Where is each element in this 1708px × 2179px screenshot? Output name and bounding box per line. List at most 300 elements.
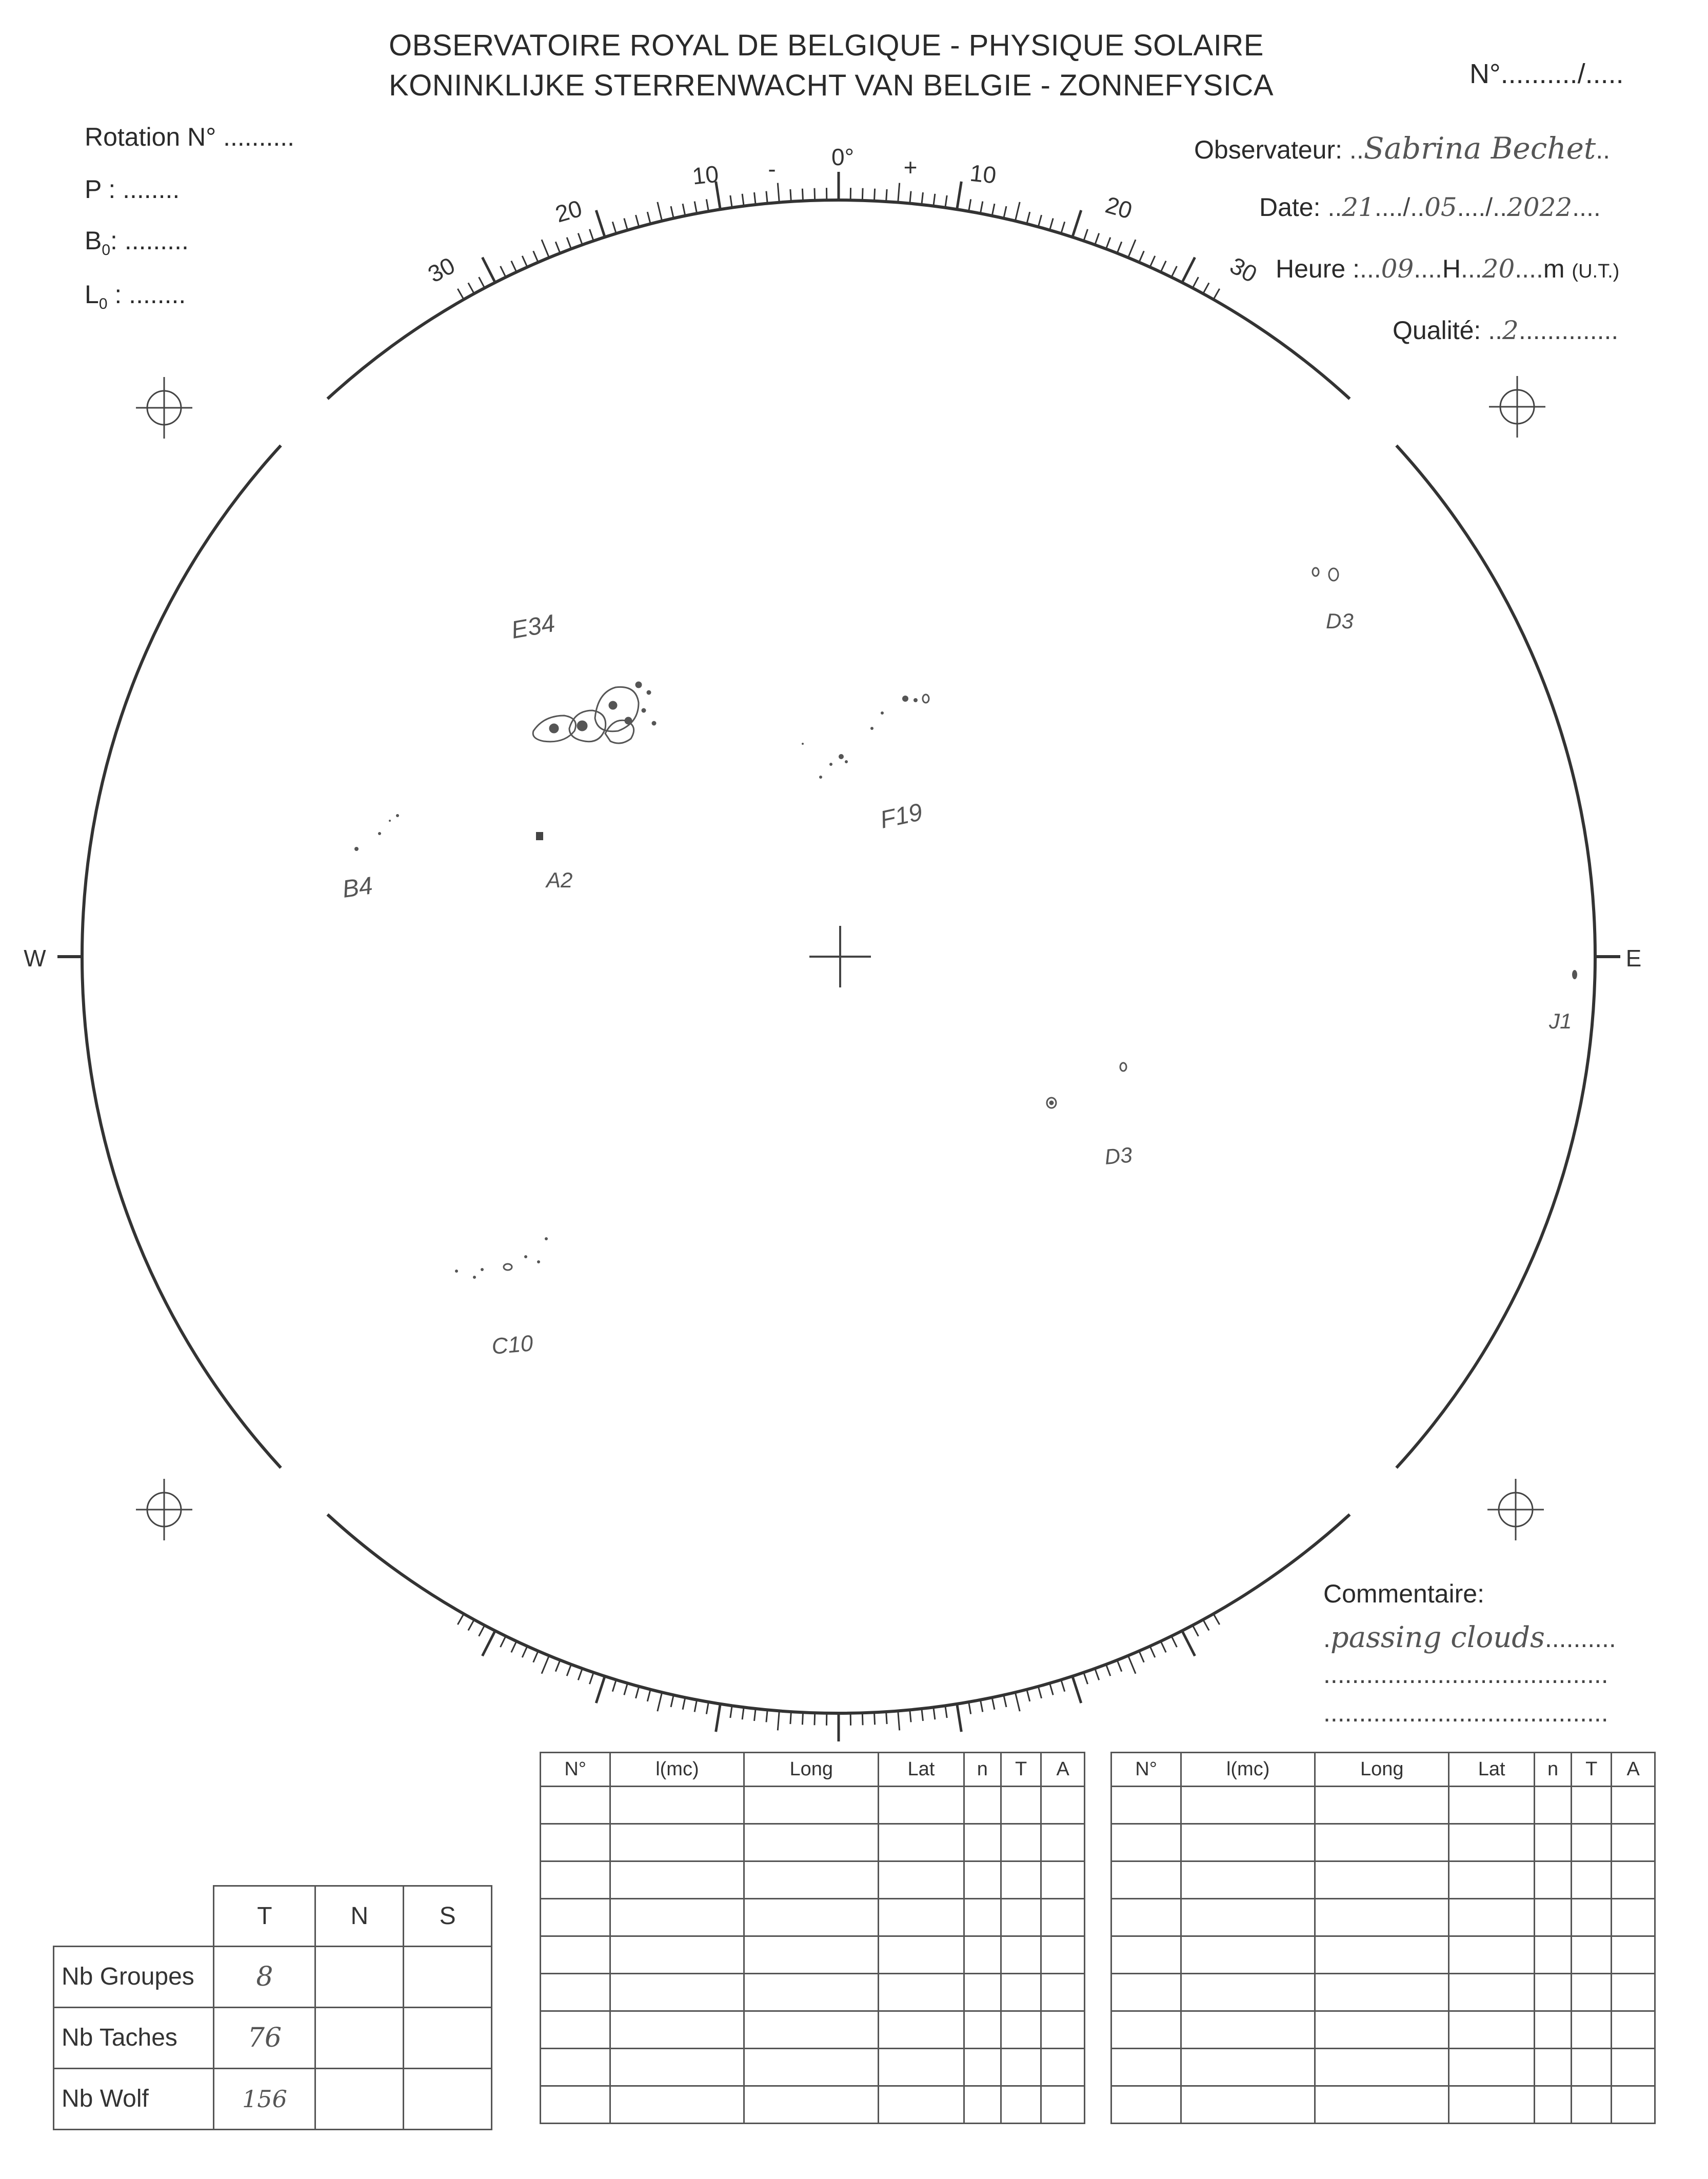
scale-tick: [1117, 1660, 1122, 1671]
sunspot-group-d3-mid: [1047, 1063, 1126, 1108]
scale-tick: [957, 182, 962, 209]
observer-field[interactable]: Observateur: ..Sabrina Bechet..: [1194, 131, 1611, 166]
table-row: [1111, 1974, 1655, 2011]
table-cell[interactable]: [964, 1824, 1001, 1861]
scale-tick: [671, 1695, 673, 1707]
table-row: [1111, 1899, 1655, 1936]
table-cell[interactable]: [1535, 1824, 1572, 1861]
scale-tick: [1182, 257, 1195, 283]
scale-tick: [706, 1702, 708, 1714]
table-cell[interactable]: [1001, 1824, 1041, 1861]
wolf-north-cell[interactable]: [315, 2068, 404, 2129]
table-cell[interactable]: [1111, 1899, 1181, 1936]
observation-table-right: [1110, 1752, 1656, 2124]
table-cell[interactable]: [541, 1936, 610, 1974]
table-cell[interactable]: [1181, 2049, 1315, 2086]
table-cell[interactable]: [1612, 2049, 1655, 2086]
sunspot-group-a2: [536, 832, 543, 840]
l0-subscript: 0: [98, 295, 108, 312]
west-label: W: [24, 945, 46, 972]
group-label-f19: F19: [878, 798, 925, 834]
table-cell[interactable]: [1572, 1899, 1612, 1936]
table-cell[interactable]: [1181, 1824, 1315, 1861]
p-angle-field[interactable]: P : ........: [85, 175, 180, 204]
table-cell[interactable]: [1612, 1936, 1655, 1974]
scale-tick: [635, 1687, 639, 1698]
scale-tick: [980, 202, 982, 214]
table-cell[interactable]: [744, 2049, 879, 2086]
scale-tick: [647, 1690, 650, 1701]
scale-label-right-30: 30: [1225, 251, 1262, 288]
scale-tick: [778, 183, 779, 203]
table-cell[interactable]: [744, 1899, 879, 1936]
group-label-a2: A2: [546, 868, 573, 892]
table-cell[interactable]: [1535, 1899, 1572, 1936]
table-cell[interactable]: [541, 1787, 610, 1824]
table-cell[interactable]: [1315, 2086, 1449, 2124]
table-body[interactable]: [1111, 1787, 1655, 2124]
comment-line-3[interactable]: ........................................: [1323, 1698, 1608, 1727]
table-row: [541, 1787, 1085, 1824]
table-cell[interactable]: [541, 2049, 610, 2086]
registration-mark-top-left: [136, 377, 192, 439]
table-cell[interactable]: [1449, 1824, 1535, 1861]
registration-mark-top-right: [1489, 376, 1545, 438]
table-cell[interactable]: [1181, 1974, 1315, 2011]
sheet-number-field[interactable]: N°........../.....: [1469, 58, 1624, 89]
table-cell[interactable]: [1041, 2049, 1085, 2086]
col-lat: Lat: [879, 1753, 964, 1787]
time-h-label: H: [1442, 254, 1461, 283]
table-cell[interactable]: [964, 2086, 1001, 2124]
scale-label-left-10: 10: [691, 160, 720, 190]
comment-line-2[interactable]: ........................................: [1323, 1660, 1608, 1689]
table-cell[interactable]: [1181, 2011, 1315, 2049]
table-cell[interactable]: [541, 1974, 610, 2011]
date-field[interactable]: Date: ..21..../..05..../..2022....: [1259, 192, 1601, 222]
scale-tick: [555, 1660, 560, 1671]
table-cell[interactable]: [744, 2086, 879, 2124]
spots-south-cell[interactable]: [404, 2007, 492, 2068]
table-cell[interactable]: [879, 2086, 964, 2124]
scale-tick: [1038, 215, 1041, 227]
table-cell[interactable]: [541, 2086, 610, 2124]
table-cell[interactable]: [1181, 2086, 1315, 2124]
table-cell[interactable]: [1315, 2049, 1449, 2086]
scale-tick: [567, 1665, 571, 1676]
scale-tick: [1050, 219, 1054, 230]
table-cell[interactable]: [1535, 1974, 1572, 2011]
table-cell[interactable]: [1181, 1899, 1315, 1936]
group-label-d3-top: D3: [1326, 609, 1354, 633]
scale-tick: [790, 1712, 791, 1724]
table-cell[interactable]: [1449, 1974, 1535, 2011]
scale-tick: [542, 240, 549, 257]
table-cell[interactable]: [1572, 1824, 1612, 1861]
table-cell[interactable]: [964, 2049, 1001, 2086]
scale-tick: [1161, 261, 1166, 272]
table-cell[interactable]: [1041, 1899, 1085, 1936]
table-cell[interactable]: [879, 1861, 964, 1899]
scale-tick: [612, 1680, 616, 1692]
table-cell[interactable]: [1315, 2011, 1449, 2049]
table-row: [541, 1974, 1085, 2011]
table-cell[interactable]: [964, 1899, 1001, 1936]
table-cell[interactable]: [1572, 2011, 1612, 2049]
table-cell[interactable]: [1181, 1861, 1315, 1899]
scale-tick: [624, 1683, 628, 1695]
table-cell[interactable]: [1111, 2049, 1181, 2086]
table-cell[interactable]: [1535, 1861, 1572, 1899]
scale-tick: [1161, 1641, 1166, 1653]
table-cell[interactable]: [1535, 1787, 1572, 1824]
table-cell[interactable]: [1612, 2011, 1655, 2049]
summary-header-row: [54, 1886, 492, 1947]
table-cell[interactable]: [1041, 2011, 1085, 2049]
table-cell[interactable]: [1315, 1787, 1449, 1824]
table-cell[interactable]: [1041, 1861, 1085, 1899]
table-cell[interactable]: [1535, 2049, 1572, 2086]
observer-label: Observateur:: [1194, 135, 1343, 164]
spots-total-cell[interactable]: 76: [214, 2007, 315, 2068]
scale-tick: [578, 1669, 582, 1680]
table-cell[interactable]: [1315, 1936, 1449, 1974]
table-cell[interactable]: [1181, 1787, 1315, 1824]
observation-table-left: [540, 1752, 1085, 2124]
scale-tick: [886, 189, 887, 202]
table-cell[interactable]: [1535, 2086, 1572, 2124]
b0-subscript: 0: [102, 242, 111, 259]
scale-tick: [766, 191, 767, 204]
col-t: T: [1572, 1753, 1612, 1787]
scale-tick: [479, 277, 485, 288]
table-cell[interactable]: [1449, 1787, 1535, 1824]
table-cell[interactable]: [610, 1787, 744, 1824]
time-field[interactable]: Heure :...09....H...20....m (U.T.): [1276, 254, 1620, 284]
scale-tick: [802, 1712, 803, 1725]
table-cell[interactable]: [610, 1936, 744, 1974]
table-cell[interactable]: [1572, 1787, 1612, 1824]
table-cell[interactable]: [744, 1824, 879, 1861]
table-cell[interactable]: [1111, 2086, 1181, 2124]
table-cell[interactable]: [610, 1974, 744, 2011]
scale-tick: [1004, 206, 1006, 218]
summary-row-label: Nb Taches: [54, 2007, 214, 2068]
table-cell[interactable]: [1001, 2086, 1041, 2124]
table-cell[interactable]: [1041, 1787, 1085, 1824]
col-long: Long: [744, 1753, 879, 1787]
b0-dots: : .........: [110, 226, 189, 255]
scale-tick: [658, 202, 662, 221]
disk-arc: [82, 446, 281, 1468]
observer-value: Sabrina Bechet: [1363, 131, 1596, 166]
table-cell[interactable]: [964, 1974, 1001, 2011]
wolf-total-cell[interactable]: 156: [214, 2068, 315, 2129]
scale-tick: [862, 1713, 863, 1725]
table-cell[interactable]: [1572, 1974, 1612, 2011]
table-cell[interactable]: [744, 1861, 879, 1899]
table-cell[interactable]: [1449, 1861, 1535, 1899]
scale-tick: [1182, 1631, 1195, 1656]
table-cell[interactable]: [1449, 2049, 1535, 2086]
table-cell[interactable]: [1001, 1787, 1041, 1824]
scale-tick: [694, 1700, 697, 1712]
time-min: 20: [1482, 254, 1515, 284]
scale-tick: [1171, 266, 1177, 278]
table-cell[interactable]: [744, 1974, 879, 2011]
scale-tick: [635, 215, 639, 227]
scale-tick: [1117, 242, 1122, 253]
group-label-j1: J1: [1549, 1009, 1572, 1033]
scale-tick: [479, 1626, 485, 1636]
table-body[interactable]: [541, 1787, 1085, 2124]
sunspot-group-b4: [354, 814, 399, 851]
scale-tick: [1139, 251, 1144, 262]
table-cell[interactable]: [1111, 1861, 1181, 1899]
scale-tick: [589, 229, 593, 241]
scale-tick: [1193, 277, 1198, 288]
col-n: n: [964, 1753, 1001, 1787]
comment-value: passing clouds: [1330, 1621, 1545, 1654]
table-cell[interactable]: [1041, 1936, 1085, 1974]
table-cell[interactable]: [1449, 1936, 1535, 1974]
scale-tick: [596, 1676, 605, 1703]
table-cell[interactable]: [879, 1824, 964, 1861]
scale-tick: [694, 202, 697, 214]
time-hour: 09: [1381, 254, 1414, 284]
table-cell[interactable]: [1572, 1936, 1612, 1974]
table-cell[interactable]: [964, 1936, 1001, 1974]
scale-tick: [683, 1697, 685, 1710]
table-cell[interactable]: [1572, 2049, 1612, 2086]
date-label: Date:: [1259, 193, 1321, 222]
scale-label-left-20: 20: [552, 194, 585, 228]
groups-total-cell[interactable]: 8: [214, 1946, 315, 2007]
scale-tick: [671, 206, 673, 218]
scale-tick: [1095, 1669, 1099, 1680]
summary-col-north: N: [315, 1886, 404, 1947]
scale-tick: [624, 219, 628, 230]
table-cell[interactable]: [1612, 1824, 1655, 1861]
scale-label-plus: +: [903, 154, 918, 181]
scale-tick: [1214, 1614, 1220, 1625]
l0-label: L: [85, 280, 99, 309]
table-cell[interactable]: [744, 2011, 879, 2049]
table-cell[interactable]: [1111, 1936, 1181, 1974]
rotation-field[interactable]: Rotation N° ..........: [85, 123, 295, 151]
scale-tick: [754, 192, 756, 205]
table-cell[interactable]: [610, 2011, 744, 2049]
sunspot-group-e34: [533, 682, 656, 743]
table-cell[interactable]: [1612, 2086, 1655, 2124]
comment-label: Commentaire:: [1323, 1579, 1484, 1608]
scale-tick: [1106, 237, 1110, 249]
scale-tick: [1150, 1646, 1155, 1657]
scale-tick: [1171, 1636, 1177, 1648]
table-cell[interactable]: [1315, 1861, 1449, 1899]
scale-tick: [533, 1651, 539, 1662]
scale-tick: [458, 289, 464, 300]
scale-tick: [716, 1704, 721, 1732]
date-year: 2022: [1506, 192, 1573, 222]
table-cell[interactable]: [1449, 2011, 1535, 2049]
spots-north-cell[interactable]: [315, 2007, 404, 2068]
table-cell[interactable]: [1111, 1974, 1181, 2011]
table-cell[interactable]: [1315, 1899, 1449, 1936]
table-row: [541, 1861, 1085, 1899]
scale-tick: [1015, 1692, 1020, 1711]
scale-tick: [578, 233, 582, 245]
table-cell[interactable]: [1111, 1824, 1181, 1861]
table-cell[interactable]: [1572, 2086, 1612, 2124]
scale-tick: [482, 257, 495, 283]
table-cell[interactable]: [1001, 2011, 1041, 2049]
table-cell[interactable]: [1572, 1861, 1612, 1899]
table-cell[interactable]: [541, 1824, 610, 1861]
scale-tick: [790, 189, 791, 202]
table-row: [1111, 2049, 1655, 2086]
table-cell[interactable]: [610, 1899, 744, 1936]
table-cell[interactable]: [1612, 1974, 1655, 2011]
scale-label-left-30: 30: [423, 251, 460, 288]
scale-label-minus: -: [768, 155, 776, 182]
table-cell[interactable]: [1315, 1974, 1449, 2011]
table-cell[interactable]: [879, 2049, 964, 2086]
table-cell[interactable]: [541, 1899, 610, 1936]
groups-north-cell[interactable]: [315, 1946, 404, 2007]
table-cell[interactable]: [1612, 1787, 1655, 1824]
table-cell[interactable]: [1041, 1824, 1085, 1861]
table-cell[interactable]: [1181, 1936, 1315, 1974]
scale-tick: [969, 1702, 971, 1714]
table-cell[interactable]: [879, 2011, 964, 2049]
scale-tick: [1128, 1656, 1136, 1674]
table-cell[interactable]: [1612, 1899, 1655, 1936]
table-cell[interactable]: [541, 1861, 610, 1899]
scale-label-right-10: 10: [968, 159, 998, 189]
scale-label-right-20: 20: [1102, 191, 1136, 224]
table-cell[interactable]: [610, 2086, 744, 2124]
table-row: [541, 1899, 1085, 1936]
scale-tick: [1027, 1690, 1030, 1701]
comment-line-1[interactable]: .passing clouds..........: [1323, 1621, 1616, 1654]
table-cell[interactable]: [1111, 1787, 1181, 1824]
summary-row-label: Nb Groupes: [54, 1946, 214, 2007]
table-row: [541, 2086, 1085, 2124]
scale-tick: [1214, 289, 1220, 300]
scale-tick: [1203, 1620, 1209, 1631]
group-label-d3-mid: D3: [1103, 1142, 1134, 1169]
scale-tick: [1084, 229, 1088, 241]
scale-tick: [969, 199, 971, 211]
scale-tick: [468, 283, 474, 293]
table-cell[interactable]: [610, 1861, 744, 1899]
table-cell[interactable]: [610, 1824, 744, 1861]
group-label-b4: B4: [341, 872, 374, 903]
quality-field[interactable]: Qualité: ..2..............: [1393, 315, 1619, 345]
table-cell[interactable]: [1001, 2049, 1041, 2086]
table-cell[interactable]: [541, 2011, 610, 2049]
scale-tick: [957, 1704, 962, 1732]
summary-table: [53, 1885, 492, 2130]
scale-tick: [874, 189, 875, 201]
latitude-scale-top: [458, 172, 1219, 300]
sunspot-group-f19: [802, 695, 929, 779]
table-cell[interactable]: [1535, 2011, 1572, 2049]
table-cell[interactable]: [964, 1861, 1001, 1899]
table-cell[interactable]: [1449, 1899, 1535, 1936]
table-row: [541, 2011, 1085, 2049]
table-cell[interactable]: [610, 2049, 744, 2086]
table-cell[interactable]: [1449, 2086, 1535, 2124]
table-cell[interactable]: [879, 1974, 964, 2011]
table-cell[interactable]: [1041, 2086, 1085, 2124]
scale-tick: [922, 1709, 923, 1721]
scale-tick: [1193, 1626, 1198, 1636]
registration-mark-bottom-right: [1487, 1479, 1544, 1540]
scale-tick: [934, 194, 935, 206]
scale-tick: [874, 1712, 875, 1725]
scale-tick: [1150, 256, 1155, 267]
col-n: n: [1535, 1753, 1572, 1787]
col-t: T: [1001, 1753, 1041, 1787]
scale-tick: [778, 1711, 779, 1730]
table-cell[interactable]: [1041, 1974, 1085, 2011]
scale-tick: [468, 1620, 474, 1631]
table-cell[interactable]: [1612, 1861, 1655, 1899]
scale-tick: [910, 191, 911, 204]
disk-arc: [1396, 446, 1595, 1468]
table-cell[interactable]: [1535, 1936, 1572, 1974]
scale-tick: [898, 1711, 900, 1730]
table-cell[interactable]: [879, 1936, 964, 1974]
table-cell[interactable]: [1315, 1824, 1449, 1861]
scale-tick: [1061, 1680, 1065, 1692]
table-cell[interactable]: [964, 1787, 1001, 1824]
table-cell[interactable]: [879, 1899, 964, 1936]
l0-dots: : ........: [107, 280, 186, 309]
table-cell[interactable]: [1001, 1899, 1041, 1936]
table-row: [1111, 2011, 1655, 2049]
col-a: A: [1041, 1753, 1085, 1787]
scale-tick: [992, 204, 995, 216]
summary-row-label: Nb Wolf: [54, 2068, 214, 2129]
table-cell[interactable]: [1001, 1936, 1041, 1974]
table-cell[interactable]: [879, 1787, 964, 1824]
scale-tick: [522, 256, 527, 267]
wolf-south-cell[interactable]: [404, 2068, 492, 2129]
table-cell[interactable]: [1001, 1861, 1041, 1899]
table-cell[interactable]: [1001, 1974, 1041, 2011]
table-row: [1111, 1824, 1655, 1861]
table-cell[interactable]: [744, 1787, 879, 1824]
scale-tick: [766, 1710, 767, 1722]
scale-tick: [910, 1710, 911, 1722]
groups-south-cell[interactable]: [404, 1946, 492, 2007]
scale-tick: [511, 1641, 517, 1653]
date-day: 21: [1342, 192, 1375, 222]
table-row: [1111, 1861, 1655, 1899]
table-cell[interactable]: [1111, 2011, 1181, 2049]
sunspot-group-j1: [1572, 970, 1577, 979]
scale-tick: [533, 251, 539, 262]
scale-tick: [522, 1646, 527, 1657]
table-cell[interactable]: [964, 2011, 1001, 2049]
scale-tick: [511, 261, 517, 272]
scale-tick: [612, 222, 616, 233]
scale-tick: [730, 195, 732, 208]
table-cell[interactable]: [744, 1936, 879, 1974]
